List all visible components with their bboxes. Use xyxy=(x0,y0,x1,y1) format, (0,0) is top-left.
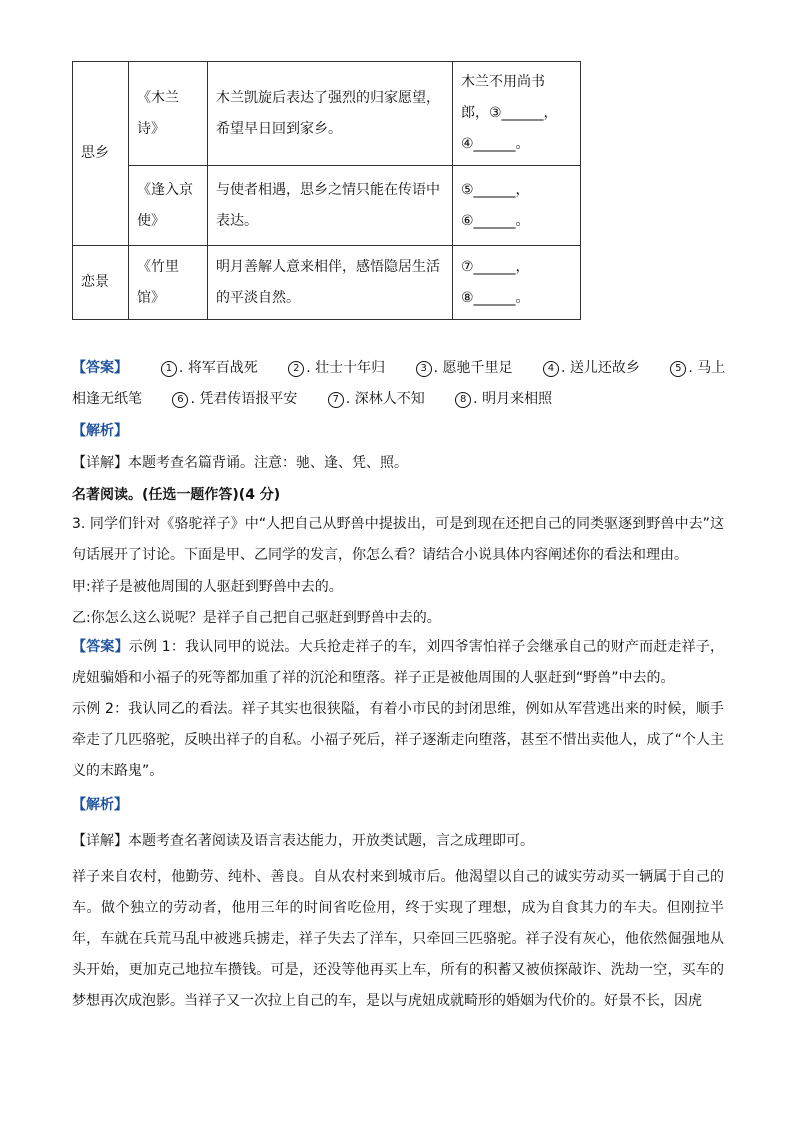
answer-item: 2 . 壮士十年归 xyxy=(288,357,385,377)
detail-tag: 【详解】 xyxy=(72,455,128,471)
answer-item: 7 . 深林人不知 xyxy=(328,388,425,408)
table-row xyxy=(73,166,581,246)
blank-cell: ⑤______，⑥______。 xyxy=(453,166,581,246)
theme-cell: 思乡 xyxy=(73,62,129,246)
answer-line-1 xyxy=(72,357,725,377)
title-cell: 《逢入京使》 xyxy=(129,166,208,246)
answer-tag: 【答案】 xyxy=(72,639,129,655)
answer-example-1: 【答案】示例 1：我认同甲的说法。大兵抢走祥子的车，刘四爷害怕祥子会继承自己的财产而赶走祥子，虎妞骗婚和小福子的死等都加重了祥的沉沦和堕落。祥子正是被他周围的人驱赶到“野兽”中去的。 xyxy=(72,639,725,686)
content-cell: 明月善解人意来相伴，感悟隐居生活的平淡自然。 xyxy=(208,246,453,320)
content-cell: 与使者相遇，思乡之情只能在传语中表达。 xyxy=(208,166,453,246)
answer-item: 8 . 明月来相照 xyxy=(455,388,552,408)
statement-jia: 甲:祥子是被他周围的人驱赶到野兽中去的。 xyxy=(72,579,343,595)
answer-item: 6 . 凭君传语报平安 xyxy=(172,388,297,408)
table-row xyxy=(73,246,581,320)
blank-cell: ⑦______，⑧______。 xyxy=(453,246,581,320)
analysis-paragraph: 祥子来自农村，他勤劳、纯朴、善良。自从农村来到城市后。他渴望以自己的诚实劳动买一辆属于自己的车。做个独立的劳动者，他用三年的时间省吃俭用，终于实现了理想，成为自食其力的车夫。但刚拉半年，车就在兵荒马乱中被逃兵掳走，祥子失去了洋车，只牵回三匹骆驼。祥子没有灰心，他依然倔强地从头开始，更加克己地拉车攒钱。可是，还没等他再买上车，所有的积蓄又被侦探敲诈、洗劫一空，买车的梦想再次成泡影。当祥子又一次拉上自己的车，是以与虎妞成就畸形的婚姻为代价的。好景不长，因虎 xyxy=(72,869,724,1009)
answer-item: 1 . 将军百战死 xyxy=(161,357,258,377)
title-cell: 《竹里馆》 xyxy=(129,246,208,320)
answer-item: 5 . 马上 xyxy=(670,357,725,377)
detail-line xyxy=(72,452,408,472)
analysis-tag: 【解析】 xyxy=(72,423,128,439)
poem-table xyxy=(72,61,581,320)
title-cell: 《木兰诗》 xyxy=(129,62,208,166)
answer-item: 3 . 愿驰千里足 xyxy=(416,357,513,377)
detail-text: 本题考查名篇背诵。注意：驰、逢、凭、照。 xyxy=(128,455,408,471)
answer-tag: 【答案】 xyxy=(72,360,128,376)
theme-cell: 恋景 xyxy=(73,246,129,320)
answer-line-2 xyxy=(72,388,578,408)
blank-cell: 木兰不用尚书郎，③______，④______。 xyxy=(453,62,581,166)
detail-line xyxy=(72,830,534,850)
content-cell: 木兰凯旋后表达了强烈的归家愿望，希望早日回到家乡。 xyxy=(208,62,453,166)
analysis-tag: 【解析】 xyxy=(72,797,128,813)
section-title: 名著阅读。(任选一题作答)(4 分) xyxy=(72,487,281,503)
answer-item: 4 . 送儿还故乡 xyxy=(543,357,640,377)
table-row xyxy=(73,62,581,166)
detail-text: 本题考查名著阅读及语言表达能力，开放类试题，言之成理即可。 xyxy=(128,833,534,849)
statement-yi: 乙:你怎么这么说呢？是祥子自己把自己驱赶到野兽中去的。 xyxy=(72,610,441,626)
answer-item: 相逢无纸笔 xyxy=(72,391,142,407)
answer-example-2: 示例 2：我认同乙的看法。祥子其实也很狭隘，有着小市民的封闭思维，例如从军营逃出来的时候，顺手牵走了几匹骆驼，反映出祥子的自私。小福子死后，祥子逐渐走向堕落，甚至不惜出卖他人，成了“个人主义的末路鬼”。 xyxy=(72,701,724,779)
detail-tag: 【详解】 xyxy=(72,833,128,849)
question-text: 3. 同学们针对《骆驼祥子》中“人把自己从野兽中提拔出，可是到现在还把自己的同类驱逐到野兽中去”这句话展开了讨论。下面是甲、乙同学的发言，你怎么看？请结合小说具体内容阐述你的看法和理由。 xyxy=(72,516,724,563)
